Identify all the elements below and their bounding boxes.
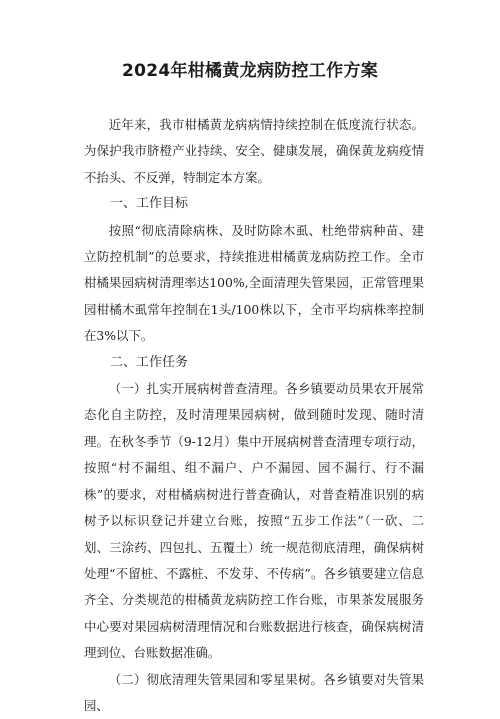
- document-title: 2024年柑橘黄龙病防控工作方案: [121, 61, 379, 81]
- paragraph-task-1: （一）扎实开展病树普查清理。各乡镇要动员果农开展常态化自主防控，及时清理果园病树，做到随时发现、随时清理。在秋冬季节（9-12月）集中开展病树普查清理专项行动，按照“村不漏组、组不漏户、户不漏园、园不漏行、行不漏株”的要求，对柑橘病树进行普查确认，对普查精准识别的病树予以标识登记并建立台账，按照“五步工作法”（一砍、二划、三涂药、四包扎、五覆土）统一规范彻底清理，确保病树处理“不留桩、不露桩、不发芽、不传病”。各乡镇要建立信息齐全、分类规范的柑橘黄龙病防控工作台账，市果茶发展服务中心要对果园病树清理情况和台账数据进行核查，确保病树清理到位、台账数据准确。: [84, 381, 424, 661]
- section-heading-tasks: 二、工作任务: [110, 354, 189, 370]
- section-heading-goals: 一、工作目标: [110, 196, 189, 212]
- paragraph-goals: 按照“彻底清除病株、及时防除木虱、杜绝带病种苗、建立防控机制”的总要求，持续推进柑橘黄龙病防控工作。全市柑橘果园病树清理率达100%,全面清理失管果园，正常管理果园柑橘木虱常年控制在1头/100株以下，全市平均病株率控制在3%以下。: [84, 222, 424, 344]
- document-body: [84, 112, 424, 719]
- paragraph-intro: 近年来，我市柑橘黄龙病病情持续控制在低度流行状态。为保护我市脐橙产业持续、安全、健康发展，确保黄龙病疫情不抬头、不反弹，特制定本方案。: [84, 117, 424, 185]
- paragraph-task-2: （二）彻底清理失管果园和零星果树。各乡镇要对失管果园、: [84, 671, 424, 713]
